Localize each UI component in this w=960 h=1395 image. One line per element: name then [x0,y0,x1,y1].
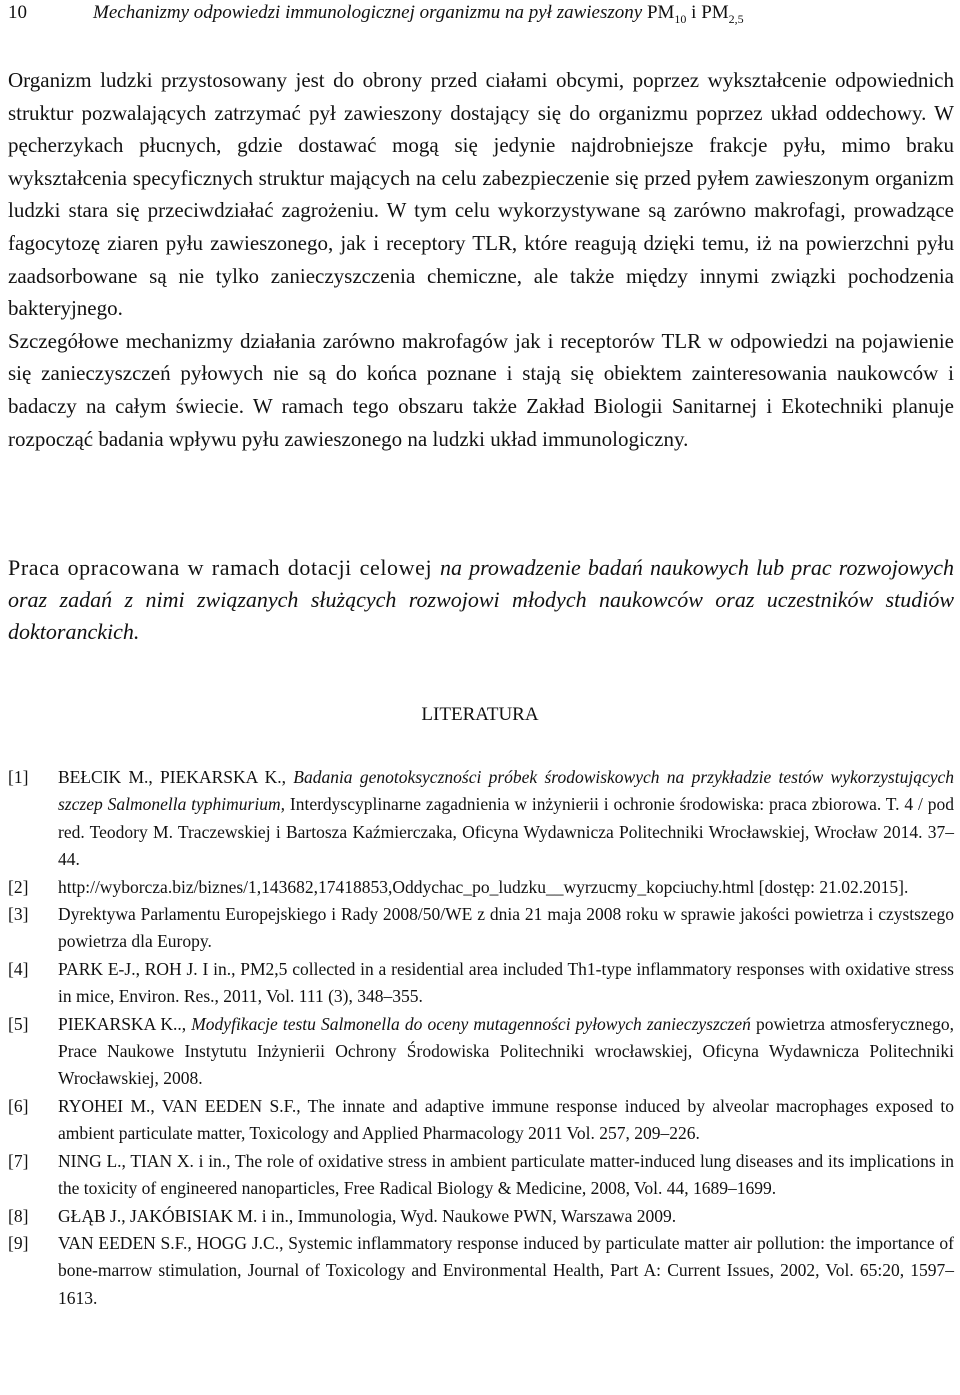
reference-number: [4] [8,958,29,979]
page-number: 10 [8,2,27,23]
reference-text: Dyrektywa Parlamentu Europejskiego i Rady 2008/50/WE z dnia 21 maja 2008 roku w sprawie jakości powietrza i czystszego powietrza dla Europy. [58,904,954,952]
grant-acknowledgement [8,552,954,648]
grant-plain-text: Praca opracowana w ramach dotacji celowej [8,555,433,580]
reference-list [8,764,954,1312]
literature-heading: LITERATURA [421,704,539,725]
reference-text: RYOHEI M., VAN EEDEN S.F., The innate and adaptive immune response induced by alveolar macrophages exposed to ambient particulate matter, Toxicology and Applied Pharmacology 2011 Vol. 257, 209–226. [58,1095,954,1144]
reference-text: GŁĄB J., JAKÓBISIAK M. i in., Immunologia, Wyd. Naukowe PWN, Warszawa 2009. [58,1205,677,1226]
reference-text: VAN EEDEN S.F., HOGG J.C., Systemic inflammatory response induced by particulate matter air pollution: the importance of bone-marrow stimulation, Journal of Toxicology and Environmental Health, Part A: Current Issues, 2002, Vol. 65:20, 1597–1613. [58,1232,954,1308]
reference-number: [7] [8,1150,29,1171]
body-text [8,64,954,455]
reference-item [8,874,954,901]
reference-item [8,1148,954,1203]
paragraph-2: Szczegółowe mechanizmy działania zarówno makrofagów jak i receptorów TLR w odpowiedzi na pojawienie się zanieczyszczeń pyłowych nie są do końca poznane i stają się obiektem zainteresowania naukowców i badaczy na całym świecie. W ramach tego obszaru także Zakład Biologii Sanitarnej i Ekotechniki planuje rozpocząć badania wpływu pyłu zawieszonego na ludzki układ immunologiczny. [8,328,954,451]
reference-title: Badania genotoksyczności próbek środowiskowych na przykładzie testów wykorzystujących szczep Salmonella typhimurium, [58,767,954,815]
paragraph-1: Organizm ludzki przystosowany jest do obrony przed ciałami obcymi, poprzez wykształcenie odpowiednich struktur pozwalających zatrzymać pył zawieszony dostający się do organizmu poprzez układ oddechowy. W pęcherzykach płucnych, gdzie dostawać mogą się jedynie najdrobniejsze frakcje pyłu, mimo braku wykształcenia specyficznych struktur mających na celu zabezpieczenie się przed pyłem zawieszonym organizm ludzki stara się przeciwdziałać zagrożeniu. W tym celu wykorzystywane są zarówno makrofagi, prowadzące fagocytozę ziaren pyłu zawieszonego, jak i receptory TLR, które reagują dzięki temu, iż na powierzchni pyłu zaadsorbowane są nie tylko zanieczyszczenia chemiczne, ale także między innymi związki pochodzenia bakteryjnego. [8,68,954,321]
reference-text: BEŁCIK M., PIEKARSKA K., [58,767,286,787]
reference-text: NING L., TIAN X. i in., The role of oxidative stress in ambient particulate matter-induced lung diseases and its implications in the toxicity of engineered nanoparticles, Free Radical Biology & Medicine, 2008, Vol. 44, 1689–1699. [58,1150,954,1199]
conjunction: i [691,2,697,23]
running-title [93,0,744,32]
reference-number: [9] [8,1232,29,1253]
pm10-label: $PM_{10}$ [646,2,687,26]
reference-number: [5] [8,1013,29,1034]
reference-text: PARK E-J., ROH J. I in., PM2,5 collected in a residential area included Th1-type inflammatory responses with oxidative stress in mice, Environ. Res., 2011, Vol. 111 (3), 348–355. [58,958,954,1007]
reference-source: Interdyscyplinarne zagadnienia w inżynierii i ochronie środowiska: praca zbiorowa. T. 4 / pod red. Teodory M. Traczewskiej i Bartosza Kaźmierczaka, Oficyna Wydawnicza Politechniki Wrocławskiej, Wrocław 2014. 37–44. [58,794,955,870]
reference-number: [8] [8,1205,29,1226]
reference-number: [6] [8,1095,29,1116]
reference-item [8,1203,954,1230]
page-header [8,0,952,26]
reference-item [8,1093,954,1148]
reference-item [8,956,954,1011]
reference-source: powietrza atmosferycznego, Prace Naukowe Instytutu Inżynierii Ochrony Środowiska Politechniki wrocławskiej, Oficyna Wydawnicza Politechniki Wrocławskiej, 2008. [58,1013,954,1089]
reference-item [8,1230,954,1312]
reference-number: [1] [8,767,29,787]
reference-item [8,901,954,956]
reference-item [8,1011,954,1093]
reference-text: http://wyborcza.biz/biznes/1,143682,17418853,Oddychac_po_ludzku__wyrzucmy_kopciuchy.html [dostęp: 21.02.2015]. [58,876,909,897]
pm25-label: $PM_{2,5}$ [701,2,744,26]
reference-item [8,764,954,874]
reference-number: [2] [8,876,29,897]
grant-italic-text: na prowadzenie badań naukowych lub prac rozwojowych oraz zadań z nimi związanych służących rozwojowi młodych naukowców oraz uczestników studiów doktoranckich. [8,555,955,644]
reference-number: [3] [8,904,29,925]
running-title-text: Mechanizmy odpowiedzi immunologicznej organizmu na pył zawieszony [93,2,643,23]
reference-title: Modyfikacje testu Salmonella do oceny mutagenności pyłowych zanieczyszczeń [191,1013,751,1034]
reference-text: PIEKARSKA K.., [58,1013,187,1034]
